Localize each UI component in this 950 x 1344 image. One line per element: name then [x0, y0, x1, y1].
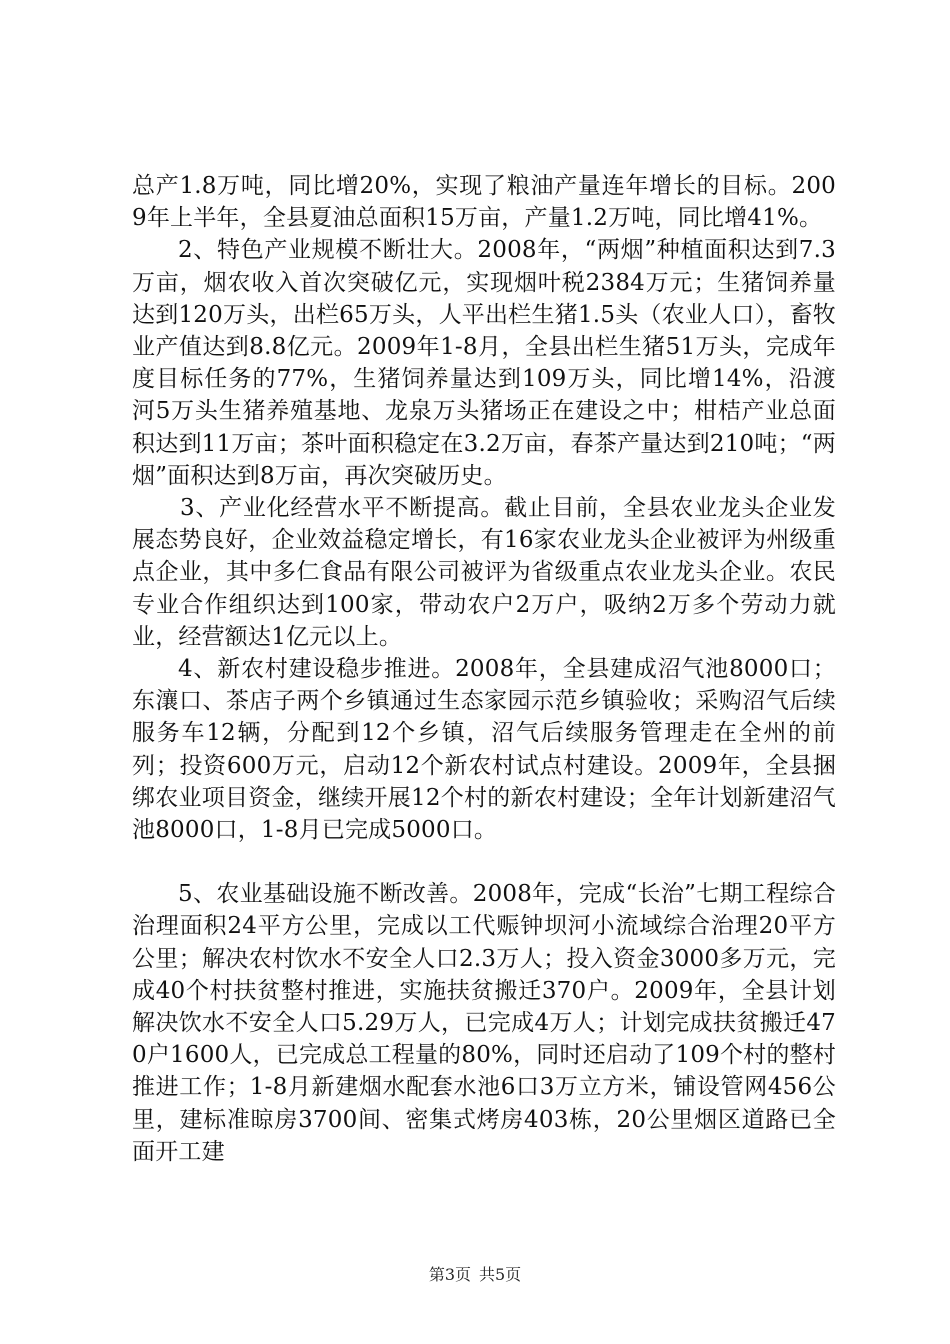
paragraph-specialty-industry: 2、特色产业规模不断壮大。2008年，“两烟”种植面积达到7.3万亩，烟农收入首次突破亿元，实现烟叶税2384万元；生猪饲养量达到120万头，出栏65万头，人平出栏生猪1.5头（农业人口），畜牧业产值达到8.8亿元。2009年1-8月，全县出栏生猪51万头，完成年度目标任务的77%，生猪饲养量达到109万头，同比增14%，沿渡河5万头生猪养殖基地、龙泉万头猪场正在建设之中；柑桔产业总面积达到11万亩；茶叶面积稳定在3.2万亩，春茶产量达到210吨；“两烟”面积达到8万亩，再次突破历史。	[132, 237, 836, 489]
paragraph-industrialization: 3、产业化经营水平不断提高。截止目前，全县农业龙头企业发展态势良好，企业效益稳定增长，有16家农业龙头企业被评为州级重点企业，其中多仁食品有限公司被评为省级重点农业龙头企业。农民专业合作组织达到100家，带动农户2万户，吸纳2万多个劳动力就业，经营额达1亿元以上。	[132, 495, 836, 650]
page-number: 第3页	[428, 1265, 471, 1284]
paragraph-grain-output: 总产1.8万吨，同比增20%，实现了粮油产量连年增长的目标。2009年上半年，全县夏油总面积15万亩，产量1.2万吨，同比增41%。	[132, 173, 836, 232]
document-body	[132, 170, 836, 1168]
paragraph-infrastructure: 5、农业基础设施不断改善。2008年，完成“长治”七期工程综合治理面积24平方公里，完成以工代赈钟坝河小流域综合治理20平方公里；解决农村饮水不安全人口2.3万人；投入资金3000多万元，完成40个村扶贫整村推进，实施扶贫搬迁370户。2009年，全县计划解决饮水不安全人口5.29万人，已完成4万人；计划完成扶贫搬迁470户1600人，已完成总工程量的80%，同时还启动了109个村的整村推进工作；1-8月新建烟水配套水池6口3万立方米，铺设管网456公里，建标准晾房3700间、密集式烤房403栋，20公里烟区道路已全面开工建	[132, 881, 836, 1165]
page-footer	[0, 1265, 950, 1285]
page-total: 共5页	[479, 1265, 522, 1284]
paragraph-new-countryside: 4、新农村建设稳步推进。2008年，全县建成沼气池8000口；东瀼口、茶店子两个乡镇通过生态家园示范乡镇验收；采购沼气后续服务车12辆，分配到12个乡镇，沼气后续服务管理走在全州的前列；投资600万元，启动12个新农村试点村建设。2009年，全县捆绑农业项目资金，继续开展12个村的新农村建设；全年计划新建沼气池8000口，1-8月已完成5000口。	[132, 656, 836, 844]
